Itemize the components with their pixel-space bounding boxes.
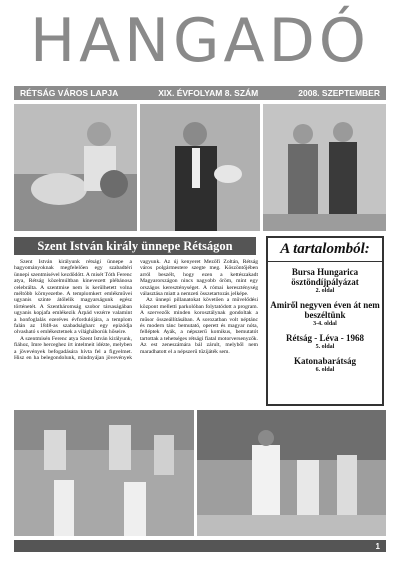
article-headline: Szent István király ünnepe Rétságon (14, 237, 256, 255)
toc-item-label: Bursa Hungarica ösztöndíjpályázat (291, 267, 359, 287)
toc-item-page: 5. oldal (315, 344, 335, 350)
toc-item[interactable] (268, 356, 382, 374)
toc-item-label: Katonabarátság (293, 356, 356, 366)
newspaper-title: HANGADÓ (29, 6, 370, 76)
toc-item-label: Amiről negyven éven át nem beszéltünk (270, 300, 380, 320)
toc-item[interactable] (268, 300, 382, 328)
publication-date: 2008. SZEPTEMBER (298, 88, 380, 98)
footer-bar (14, 540, 386, 552)
article-body (14, 259, 258, 404)
table-of-contents (266, 236, 384, 406)
photo-priest-procession (197, 410, 386, 536)
photo-procession-flags (14, 410, 194, 536)
toc-item-page: 2. oldal (315, 288, 335, 294)
publication-name: RÉTSÁG VÁROS LAPJA (20, 88, 119, 98)
photo-mayor-speech (140, 104, 260, 231)
photo-bread-blessing (14, 104, 137, 231)
toc-item-page: 6. oldal (315, 367, 335, 373)
volume-issue: XIX. ÉVFOLYAM 8. SZÁM (158, 88, 259, 98)
toc-item[interactable] (268, 267, 382, 295)
photo-folk-couple (263, 104, 386, 231)
toc-item-page: 3-4. oldal (313, 321, 337, 327)
toc-item[interactable] (268, 333, 382, 351)
article-paragraph: A szentmisén Ferenc atya Szent István királyunk, fiához, Imre herceghez írt intelmeit idézte, melyben a jövevények befogadására hívta fel a figyelmet. Hisz en ha belegondolunk, mindnyájan jövevények vagyunk. Az új kenyeret Mezőfi Zoltán, Rétság város polgármestere szegte meg. Köszöntőjében arról beszélt, hogy ezen a kettészakadt Magyarországon nincs nagyobb öröm, mint egy országos kereszténységet. A római kereszténység választása miatt a nemzeti összetartozás jelképe. (14, 259, 258, 362)
article-paragraph: Szent István királyunk rétsági ünnepe a hagyományoknak megfelelően egy szabadtéri ünnepi szentmisével kezdődött. A misét Tóth Ferenc atya, Rétság közelmúltban kinevezett plébánosa celebrálta. A szentmise nem is kerülhetett volna méltóbb környezetbe. A templomkert emlékművei ugyanis szinte átölelik magyarságunk egész történetét. A Szentháromság szobor társaságában ugyanis kopjafa emlékezik Árpád vezérre valamint a honfoglalás ezeréves évfordulójára, a templom falán az 1848-as szabadságharc egy epizódja olvasható s emlékeztetnek a világháborúk hőseire. (14, 259, 132, 336)
article-paragraph: Az ünnepi pillanatokat követően a művelődési központ melletti parkolóban folytatódott a program. A szervezők minden korosztálynak gondoltak a műsor összeállításában. A sorozatban volt néptánc és modern tánc bemutató, operett és magyar nóta, felléptek Ayák, a népszerű komikus, bemutatót tartottak a tehetséges rétsági fiatal motorversenyzők. Az est zeneszámára bál zárult, melyből nem maradhatott el a népszerű tűzijáték sem. (140, 297, 258, 355)
page-number: 1 (375, 541, 380, 551)
info-bar (14, 86, 386, 100)
masthead (14, 6, 386, 76)
toc-title: A tartalomból: (268, 238, 382, 262)
toc-item-label: Rétság - Léva - 1968 (286, 333, 364, 343)
